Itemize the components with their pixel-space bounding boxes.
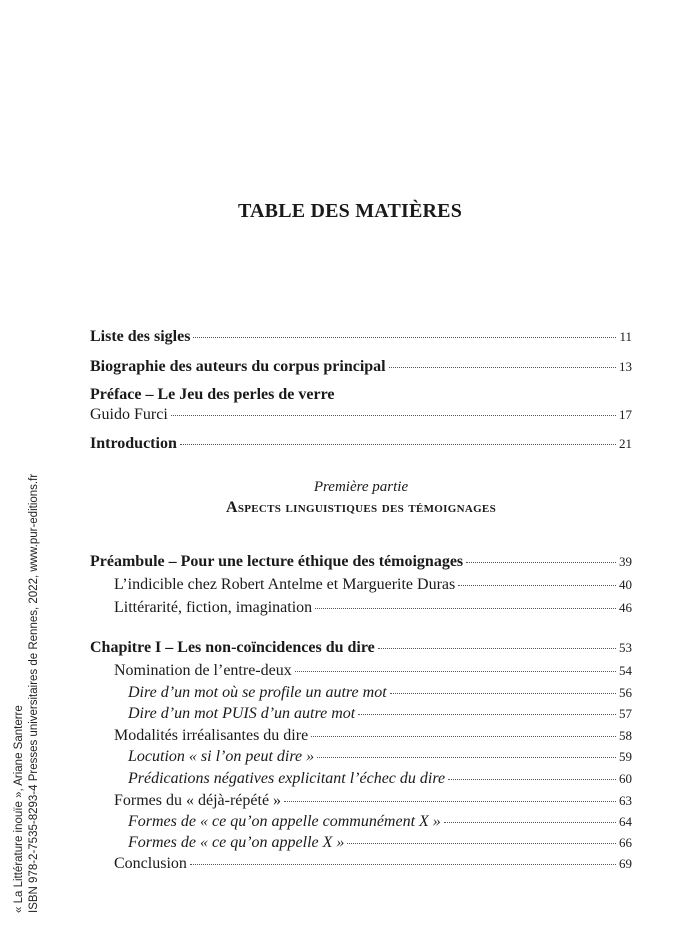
dot-leader <box>180 444 616 445</box>
toc-entry-chapter-1[interactable] <box>90 637 632 659</box>
toc-page-number: 63 <box>619 793 632 808</box>
dot-leader <box>193 337 616 338</box>
toc-preface-title: Préface – Le Jeu des perles de verre <box>90 386 335 403</box>
part-kicker: Première partie <box>313 479 409 495</box>
toc-page-number: 46 <box>619 600 632 615</box>
toc-page-number: 60 <box>619 771 632 786</box>
side-note <box>12 433 42 913</box>
dot-leader <box>347 843 616 844</box>
dot-leader <box>390 693 616 694</box>
toc-entry-label: Modalités irréalisantes du dire <box>114 727 309 744</box>
toc-entry-subsection[interactable] <box>128 682 632 704</box>
dot-leader <box>190 864 616 865</box>
toc-entry-label: Formes de « ce qu’on appelle X » <box>128 834 345 851</box>
toc-entry-label: Formes du « déjà-répété » <box>114 792 282 809</box>
toc-entry-label: L’indicible chez Robert Antelme et Marguerite Duras <box>114 576 456 593</box>
dot-leader <box>284 801 616 802</box>
toc-page-number: 21 <box>619 436 632 451</box>
dot-leader <box>444 822 616 823</box>
toc-entry-section[interactable] <box>114 574 632 596</box>
toc-page-number: 39 <box>619 554 632 569</box>
toc-entry-subsection[interactable] <box>128 811 632 833</box>
dot-leader <box>466 562 616 563</box>
toc-page-number: 66 <box>619 835 632 850</box>
dot-leader <box>317 757 616 758</box>
toc-entry-subsection[interactable] <box>128 832 632 854</box>
toc-entry-label: Biographie des auteurs du corpus principal <box>90 358 386 375</box>
side-note-isbn: ISBN 978-2-7535-8293-4 Presses universitaires de Rennes, 2022, www.pur-editions.fr <box>28 473 40 913</box>
toc-entry-label: Guido Furci <box>90 406 168 423</box>
table-of-contents <box>90 0 632 948</box>
toc-page-number: 58 <box>619 728 632 743</box>
side-note-title: « La Littérature inouïe », Ariane Santerre <box>13 705 25 913</box>
toc-page-number: 59 <box>619 749 632 764</box>
toc-page-number: 57 <box>619 706 632 721</box>
toc-page-number: 17 <box>619 407 632 422</box>
toc-entry-subsection[interactable] <box>128 703 632 725</box>
toc-page-number: 64 <box>619 814 632 829</box>
toc-page-number: 69 <box>619 856 632 871</box>
dot-leader <box>358 714 616 715</box>
dot-leader <box>448 779 616 780</box>
toc-entry-preface[interactable] <box>90 404 632 426</box>
toc-entry-label: Formes de « ce qu’on appelle communément X » <box>128 813 441 830</box>
toc-entry-label: Liste des sigles <box>90 328 191 345</box>
toc-entry-label: Dire d’un mot où se profile un autre mot <box>128 684 387 701</box>
toc-entry-subsection[interactable] <box>128 746 632 768</box>
toc-entry-section[interactable] <box>114 597 632 619</box>
toc-entry-label: Littérarité, fiction, imagination <box>114 599 313 616</box>
toc-entry-label: Nomination de l’entre-deux <box>114 662 292 679</box>
part-title: Aspects linguistiques des témoignages <box>225 499 496 516</box>
dot-leader <box>315 608 616 609</box>
dot-leader <box>171 415 616 416</box>
toc-page-number: 53 <box>619 640 632 655</box>
toc-entry-label: Prédications négatives explicitant l’échec du dire <box>128 770 446 787</box>
page-title: TABLE DES MATIÈRES <box>237 200 463 222</box>
toc-entry-section[interactable] <box>114 853 632 875</box>
dot-leader <box>458 585 616 586</box>
toc-entry-introduction[interactable] <box>90 433 632 455</box>
toc-page-number: 13 <box>619 359 632 374</box>
toc-entry-sigles[interactable] <box>90 326 632 348</box>
toc-entry-subsection[interactable] <box>128 768 632 790</box>
toc-page-number: 11 <box>619 329 632 344</box>
toc-page-number: 54 <box>619 663 632 678</box>
toc-entry-section[interactable] <box>114 790 632 812</box>
toc-entry-label: Introduction <box>90 435 177 452</box>
dot-leader <box>311 736 616 737</box>
toc-entry-biographie[interactable] <box>90 356 632 378</box>
toc-entry-section[interactable] <box>114 725 632 747</box>
toc-page-number: 56 <box>619 685 632 700</box>
toc-entry-label: Locution « si l’on peut dire » <box>128 748 315 765</box>
toc-entry-label: Dire d’un mot PUIS d’un autre mot <box>128 705 356 722</box>
toc-entry-label: Conclusion <box>114 855 187 872</box>
toc-entry-preambule[interactable] <box>90 551 632 573</box>
toc-entry-label: Chapitre I – Les non-coïncidences du dire <box>90 639 375 656</box>
toc-page-number: 40 <box>619 577 632 592</box>
dot-leader <box>378 648 616 649</box>
dot-leader <box>295 671 616 672</box>
dot-leader <box>389 367 616 368</box>
toc-entry-section[interactable] <box>114 660 632 682</box>
toc-entry-label: Préambule – Pour une lecture éthique des témoignages <box>90 553 464 570</box>
